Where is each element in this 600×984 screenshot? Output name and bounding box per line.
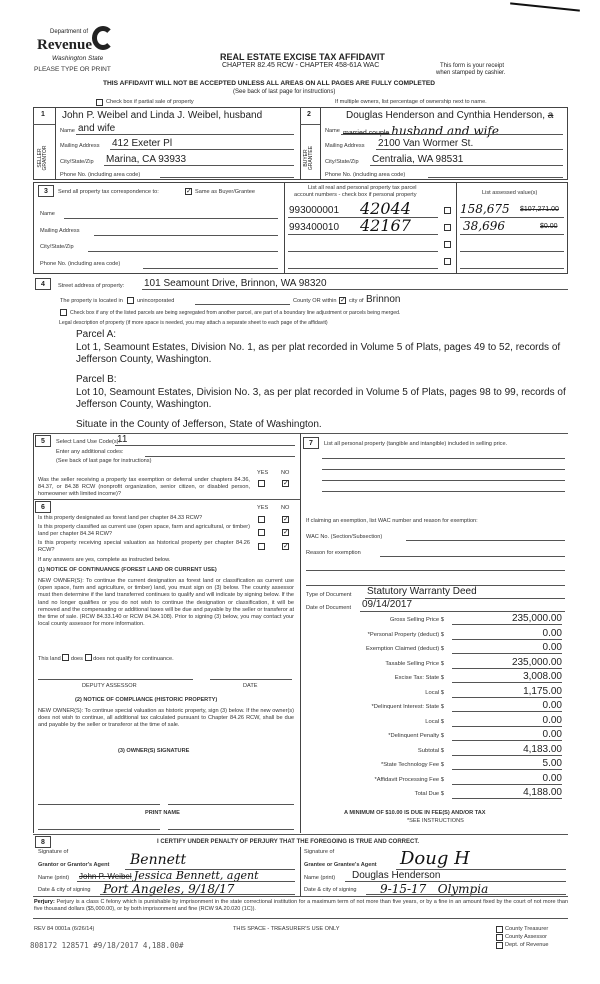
copy-county-treasurer-checkbox[interactable] [496, 926, 503, 933]
doc-type[interactable]: Statutory Warranty Deed [367, 586, 477, 597]
located-label: The property is located in [60, 298, 123, 304]
corr-mail-label: Mailing Address [40, 228, 80, 234]
personal-property-line[interactable] [322, 458, 565, 459]
parcel-handwritten: 42044 [360, 199, 411, 218]
fee-label: *Delinquent Interest: State $ [371, 704, 444, 710]
grantor-signature[interactable]: Bennett [130, 852, 187, 868]
fee-label: *State Technology Fee $ [380, 762, 444, 768]
section-8-number: 8 [35, 836, 51, 848]
buyer-name-label: Name [325, 128, 340, 134]
owner-print-name-field[interactable] [168, 829, 294, 830]
segregated-checkbox[interactable] [60, 309, 67, 316]
corr-name-field[interactable] [64, 218, 278, 219]
partial-sale-checkbox[interactable] [96, 99, 103, 106]
fee-label: Local $ [425, 718, 444, 725]
segregated-label: Check box if any of the listed parcels are being segregated from another parcel, are part of a boundary line adjustment or parcels being merged. [70, 310, 401, 316]
additional-codes-label: Enter any additional codes: [56, 449, 124, 455]
copy-dept-revenue-checkbox[interactable] [496, 942, 503, 949]
logo-main: Revenue [37, 37, 92, 53]
wac-field[interactable] [406, 540, 565, 541]
corr-city-label: City/State/Zip [40, 244, 74, 250]
fee-label: *Personal Property (deduct) $ [367, 631, 444, 638]
seller-phone-field[interactable] [160, 177, 294, 178]
personal-property-checkbox[interactable] [444, 207, 451, 214]
assessed-value-struck: $0.00 [540, 223, 558, 230]
fee-value[interactable]: 0.00 [452, 700, 562, 712]
fee-value[interactable]: 235,000.00 [452, 613, 562, 625]
exemption-claim-label: If claiming an exemption, list WAC number and reason for exemption: [306, 518, 478, 524]
deputy-assessor-label: DEPUTY ASSESSOR [82, 683, 137, 689]
reason-field[interactable] [380, 556, 565, 557]
form-subtitle: CHAPTER 82.45 RCW - CHAPTER 458-61A WAC [222, 62, 380, 69]
notice-compliance-text: NEW OWNER(S): To continue special valuation as historic property, sign (3) below. If the new owner(s) does not wish to continue, all additional tax calculated pursuant to Chapter 84.26 RCW, shall be due and payable by the seller or transferor at the time of sale. [38, 708, 294, 729]
unincorporated-label: unincorporated [137, 298, 175, 304]
copy-label: County Assessor [505, 934, 547, 940]
parcel-header-1: List all real and personal property tax parcel [308, 185, 417, 191]
legal-line: Jefferson County, Washington. [76, 354, 212, 365]
buyer-city-label: City/State/Zip [325, 159, 359, 165]
legal-line: Parcel A: [76, 329, 117, 340]
historic-no-checkbox[interactable]: ✓ [283, 543, 289, 550]
legal-line: Situate in the County of Jefferson, State of Washington. [76, 419, 322, 430]
fee-value[interactable]: 4,188.00 [452, 787, 562, 799]
property-street-address[interactable]: 101 Seamount Drive, Brinnon, WA 98320 [144, 278, 327, 289]
assessed-value-struck: $107,271.00 [520, 206, 559, 213]
cashier-stamp: 808172 128571 #9/18/2017 4,188.00# [30, 941, 184, 950]
logo-top: Department of [50, 29, 89, 35]
fee-label: Excise Tax: State $ [394, 675, 444, 681]
grantee-date-city[interactable]: 9-15-17 Olympia [380, 882, 489, 896]
assessed-value-header: List assessed value(s) [482, 190, 538, 196]
buyer-name-line1: Douglas Henderson and Cynthia Henderson, a [346, 110, 554, 121]
section-2-number: 2 [307, 111, 311, 118]
send-correspondence-label: Send all property tax correspondence to: [58, 189, 159, 195]
receipt-note-1: This form is your receipt [440, 63, 505, 69]
corr-mail-field[interactable] [94, 235, 278, 236]
form-title: REAL ESTATE EXCISE TAX AFFIDAVIT [220, 52, 385, 62]
fee-value[interactable]: 0.00 [452, 773, 562, 785]
logo-sub: Washington State [52, 55, 104, 62]
corr-city-field[interactable] [88, 251, 278, 252]
personal-property-checkbox[interactable] [444, 258, 451, 265]
parcel-handwritten: 42167 [360, 216, 411, 235]
parcel-number[interactable]: 993000001 [289, 205, 340, 216]
logo-mark-icon [92, 26, 114, 50]
no-header: NO [281, 505, 290, 511]
yes-header: YES [257, 470, 269, 476]
warning: THIS AFFIDAVIT WILL NOT BE ACCEPTED UNLESS ALL AREAS ON ALL PAGES ARE FULLY COMPLETED [103, 80, 436, 87]
assessed-value-handwritten: 158,675 [460, 202, 510, 216]
forest-land-question: Is this property designated as forest land per chapter 84.33 RCW? [38, 515, 203, 521]
land-use-code[interactable]: 11 [117, 434, 128, 445]
fee-value[interactable]: 0.00 [452, 715, 562, 727]
personal-property-line[interactable] [322, 469, 565, 470]
grantor-date-label: Date & city of signing [38, 887, 91, 893]
historic-yes-checkbox[interactable] [258, 543, 265, 550]
buyer-name-line2[interactable]: married couple husband and wife [343, 124, 499, 138]
historic-question: Is this property receiving special valuation as historical property per chapter 84.26 RCW? [38, 540, 250, 554]
section-6-number: 6 [35, 501, 51, 513]
owner-signature-field[interactable] [168, 804, 294, 805]
corr-phone-field[interactable] [143, 268, 278, 269]
owner-signature-heading: (3) OWNER(S) SIGNATURE [118, 748, 190, 754]
does-checkbox[interactable] [62, 654, 69, 661]
county-or-label: County OR within [293, 298, 337, 304]
print-name-label: PRINT NAME [145, 810, 180, 816]
copy-county-assessor-checkbox[interactable] [496, 934, 503, 941]
doc-date-label: Date of Document [306, 605, 352, 611]
form-revision: REV 84 0001a (6/26/14) [34, 926, 95, 932]
property-city[interactable]: Brinnon [366, 294, 401, 305]
seller-mail-label: Mailing Address [60, 143, 100, 149]
fee-value[interactable]: 3,008.00 [452, 671, 562, 683]
grantee-signature-label: Signature of [304, 849, 335, 855]
copy-label: County Treasurer [505, 926, 549, 932]
buyer-phone-label: Phone No. (including area code) [325, 172, 406, 178]
current-use-question: Is this property classified as current use (open space, farm and agricultural, or timber) land per chapter 84.34 RCW? [38, 524, 250, 538]
please-type: PLEASE TYPE OR PRINT [34, 66, 111, 73]
certify-statement: I CERTIFY UNDER PENALTY OF PERJURY THAT THE FOREGOING IS TRUE AND CORRECT. [157, 839, 420, 845]
fee-value[interactable]: 5.00 [452, 758, 562, 770]
buyer-city-state-zip[interactable]: Centralia, WA 98531 [372, 154, 464, 165]
fee-value[interactable]: 0.00 [452, 729, 562, 741]
legal-line: Parcel B: [76, 374, 117, 385]
if-yes-note: If any answers are yes, complete as instructed below. [38, 557, 171, 563]
same-as-buyer-label: Same as Buyer/Grantee [195, 189, 256, 195]
personal-property-line[interactable] [322, 480, 565, 481]
fee-value[interactable]: 235,000.00 [452, 657, 562, 669]
personal-property-checkbox[interactable] [444, 224, 451, 231]
fee-value[interactable]: 1,175.00 [452, 686, 562, 698]
section-7-number: 7 [303, 437, 319, 449]
seller-name-line2[interactable]: and wife [78, 123, 116, 134]
exemption-no-checkbox[interactable]: ✓ [283, 480, 289, 487]
notice-compliance-heading: (2) NOTICE OF COMPLIANCE (HISTORIC PROPERTY) [75, 697, 218, 703]
forest-no-checkbox[interactable]: ✓ [283, 516, 289, 523]
fee-label: Local $ [425, 689, 444, 696]
seller-mailing-address[interactable]: 412 Exeter Pl [112, 138, 173, 149]
legal-line: Jefferson County, Washington. [76, 399, 212, 410]
personal-property-line[interactable] [322, 491, 565, 492]
corr-phone-label: Phone No. (including area code) [40, 261, 121, 267]
seller-city-label: City/State/Zip [60, 159, 94, 165]
city-of-label: city of [349, 298, 364, 304]
grantee-name-label: Name (print) [304, 875, 336, 881]
partial-sale-label: Check box if partial sale of property [106, 99, 194, 105]
fee-label: Exemption Claimed (deduct) $ [366, 646, 444, 652]
minimum-due-note: A MINIMUM OF $10.00 IS DUE IN FEE(S) AND/OR TAX [344, 810, 486, 816]
same-as-buyer-checkbox[interactable]: ✓ [186, 188, 192, 195]
current-use-yes-checkbox[interactable] [258, 529, 265, 536]
personal-property-checkbox[interactable] [444, 241, 451, 248]
treasurer-space-label: THIS SPACE - TREASURER'S USE ONLY [233, 926, 340, 932]
this-land-row: This land does does not qualify for continuance. [38, 656, 174, 662]
doc-type-label: Type of Document [306, 592, 352, 598]
wac-label: WAC No. (Section/Subsection) [306, 534, 383, 540]
owner-print-name-field[interactable] [38, 829, 160, 830]
land-use-label: Select Land Use Code(s): [56, 439, 121, 445]
parcel-number[interactable]: 993400010 [289, 222, 340, 233]
fee-value[interactable]: 4,183.00 [452, 744, 562, 756]
see-back: (See back of last page for instructions) [233, 89, 336, 95]
copy-label: Dept. of Revenue [505, 942, 549, 948]
exemption-yes-checkbox[interactable] [258, 480, 265, 487]
city-within-checkbox[interactable]: ✓ [340, 297, 346, 304]
parcel-header-2: account numbers - check box if personal property [294, 192, 417, 198]
fee-label: Total Due $ [414, 791, 444, 797]
doc-date[interactable]: 09/14/2017 [362, 599, 413, 610]
fee-label: Taxable Selling Price $ [385, 660, 444, 667]
fee-label: Gross Selling Price $ [389, 617, 444, 623]
grantor-agent-label: Grantor or Grantor's Agent [38, 862, 110, 868]
buyer-mailing-address[interactable]: 2100 Van Wormer St. [378, 138, 474, 149]
see-back-note: (See back of last page for instructions) [56, 458, 152, 464]
yes-header: YES [257, 505, 269, 511]
seller-name-label: Name [60, 128, 75, 134]
grantee-name[interactable]: Douglas Henderson [352, 870, 441, 881]
assessed-value-handwritten: 38,696 [463, 219, 505, 233]
legal-line: Lot 10, Seamount Estates, Division No. 3, as per plat recorded in Volume 5 of Plats, pages 98 to 99, records of [76, 387, 566, 398]
deputy-assessor-signature[interactable] [38, 679, 193, 680]
grantee-agent-label: Grantee or Grantee's Agent [304, 862, 377, 868]
grantor-name[interactable]: John P. Weibel Jessica Bennett, agent [79, 869, 259, 882]
exemption-question: Was the seller receiving a property tax exemption or deferral under chapters 84.36, 84.37, or 84.38 RCW (nonprofit organization, senior citizen, or disabled person, homeowner with limited income)? [38, 477, 250, 498]
reason-label: Reason for exemption [306, 550, 361, 556]
multiple-owners-note: If multiple owners, list percentage of ownership next to name. [335, 99, 487, 105]
grantor-signature-label: Signature of [38, 849, 69, 855]
seller-phone-label: Phone No. (including area code) [60, 172, 141, 178]
section-5-number: 5 [35, 435, 51, 447]
grantor-name-label: Name (print) [38, 875, 70, 881]
grantee-date-label: Date & city of signing [304, 887, 357, 893]
grantee-signature[interactable]: Doug H [400, 848, 470, 869]
buyer-phone-field[interactable] [428, 177, 563, 178]
page-edge-mark [510, 2, 580, 11]
fee-value[interactable]: 0.00 [452, 642, 562, 654]
section-3-number: 3 [38, 185, 54, 197]
owner-signature-field[interactable] [38, 804, 160, 805]
seller-city-state-zip[interactable]: Marina, CA 93933 [106, 154, 187, 165]
grantor-date-city[interactable]: Port Angeles, 9/18/17 [103, 882, 235, 896]
unincorporated-checkbox[interactable] [127, 297, 134, 304]
receipt-note-2: when stamped by cashier. [436, 70, 506, 76]
current-use-no-checkbox[interactable]: ✓ [283, 529, 289, 536]
seller-side-label: SELLER GRANTOR [37, 145, 48, 171]
perjury-notice: Perjury: Perjury is a class C felony which is punishable by imprisonment in the state correctional institution for a maximum term of not more than five years, or by a fine in an amount fixed by the court of not more than five thousand dollars ($5,000.00), or by both imprisonment and fine (RCW 9A.20.020 (1C)). [34, 899, 569, 913]
fee-label: *Delinquent Penalty $ [388, 733, 444, 739]
additional-codes-field[interactable] [145, 456, 295, 457]
section-4-number: 4 [35, 278, 51, 290]
fee-label: *Affidavit Processing Fee $ [374, 776, 444, 783]
notice-continuance-text: NEW OWNER(S): To continue the current designation as forest land or classification as current use (open space, farm and agriculture, or timber) land, you must sign on (3) below. The county assessor must then determine if the land transferred continues to qualify and will indicate by signing below. If the land no longer qualifies or you do not wish to continue the designation or classification, it will be removed and the compensating or additional taxes will be due and payable by the seller or transferor at the time of sale. (RCW 84.33.140 or RCW 84.34.108). Prior to signing (3) below, you may contact your local county assessor for more information. [38, 578, 294, 628]
legal-description-label: Legal description of property (if more space is needed, you may attach a separate sheet to each page of the affidavit) [59, 320, 328, 326]
street-address-label: Street address of property: [58, 283, 125, 289]
buyer-side-label: BUYER GRANTEE [303, 145, 314, 171]
date-label: DATE [243, 683, 258, 689]
section-1-number: 1 [41, 111, 45, 118]
personal-property-label: List all personal property (tangible and intangible) included in selling price. [324, 441, 508, 447]
county-field[interactable] [195, 304, 290, 305]
fee-label: Subtotal $ [417, 747, 444, 754]
fee-value[interactable]: 0.00 [452, 628, 562, 640]
legal-line: Lot 1, Seamount Estates, Division No. 1, as per plat recorded in Volume 5 of Plats, pages 49 to 52, records of [76, 342, 561, 353]
buyer-mail-label: Mailing Address [325, 143, 365, 149]
no-header: NO [281, 470, 290, 476]
assessor-date-field[interactable] [210, 679, 292, 680]
corr-name-label: Name [40, 211, 55, 217]
seller-name-line1: John P. Weibel and Linda J. Weibel, husband [62, 110, 263, 121]
does-not-checkbox[interactable] [85, 654, 92, 661]
notice-continuance-heading: (1) NOTICE OF CONTINUANCE (FOREST LAND OR CURRENT USE) [38, 567, 217, 573]
forest-yes-checkbox[interactable] [258, 516, 265, 523]
see-instructions-note: *SEE INSTRUCTIONS [407, 818, 464, 824]
